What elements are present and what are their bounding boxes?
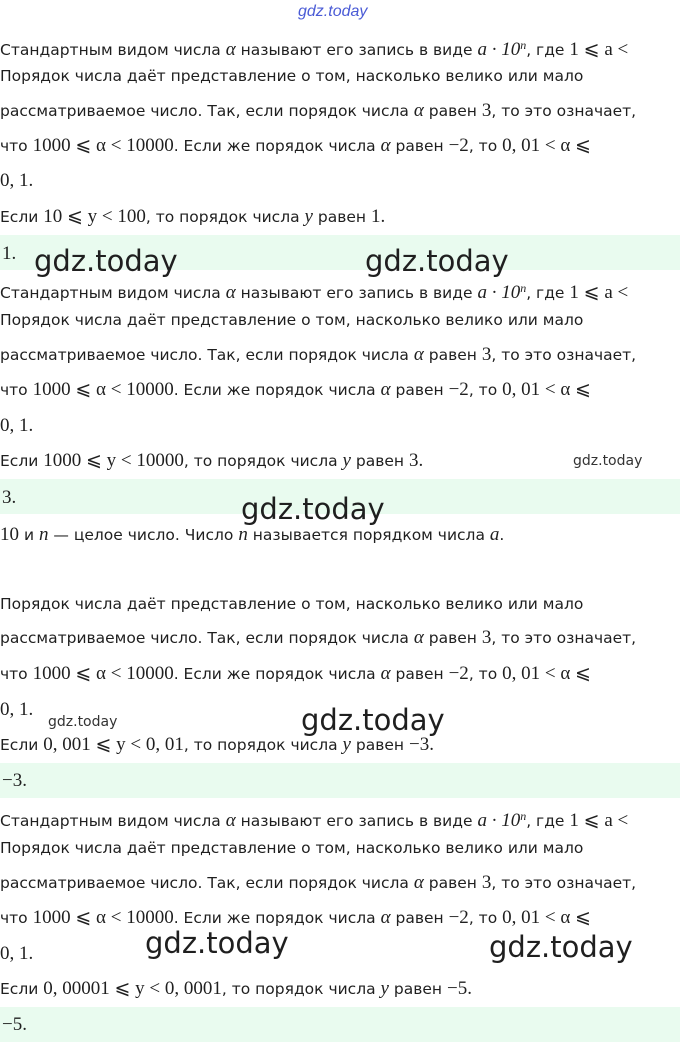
text-segment: называют его запись в виде (240, 284, 473, 303)
math-number: 3 (481, 344, 492, 365)
value-line: 0, 1. (0, 415, 34, 436)
math-number: −3. (409, 734, 434, 755)
math-symbol: α (380, 135, 391, 156)
math-number: −2 (448, 379, 469, 400)
text-segment: , где (526, 41, 565, 60)
text-segment: , то порядок числа (145, 208, 300, 226)
math-symbol: α (413, 627, 424, 648)
math-symbol: y (342, 734, 351, 755)
text-segment: рассматриваемое число. Так, если порядок числа (0, 102, 409, 120)
math-expression: 1 ⩽ a < (569, 39, 629, 61)
math-symbol: a (489, 524, 500, 545)
answer-band (0, 1007, 680, 1042)
definition-line (0, 276, 628, 305)
value-line: 0, 1. (0, 699, 34, 720)
text-segment: . Если же порядок числа (173, 137, 376, 155)
answer-value: −5. (2, 1014, 27, 1035)
text-segment: Стандартным видом числа (0, 812, 221, 831)
value-line: 0, 1. (0, 943, 34, 964)
math-symbol: α (225, 810, 236, 832)
math-symbol: α (225, 282, 236, 304)
math-expression: a · 10 (477, 39, 521, 61)
math-number: 3 (481, 872, 492, 893)
example-line (0, 449, 423, 473)
watermark-text: gdz.today (34, 244, 178, 278)
text-segment: и (23, 526, 35, 544)
order-line: Порядок числа даёт представление о том, насколько велико или мало (0, 311, 584, 329)
math-expression: 10 ⩽ y < 100 (43, 206, 146, 227)
math-symbol: y (380, 978, 389, 999)
math-symbol: α (413, 344, 424, 365)
text-segment: , то это означает, (491, 874, 637, 892)
text-segment: Если (0, 980, 39, 998)
range-line (0, 134, 591, 158)
watermark-text: gdz.today (48, 714, 118, 730)
text-segment: , то (468, 909, 498, 927)
text-segment: , то порядок числа (221, 980, 376, 998)
watermark-text: gdz.today (365, 244, 509, 278)
math-expression: 0, 00001 ⩽ y < 0, 0001 (43, 978, 222, 999)
answer-value: 3. (2, 487, 17, 508)
definition-line (0, 33, 628, 62)
answer-band (0, 763, 680, 798)
text-segment: равен (395, 909, 444, 927)
math-symbol: y (304, 206, 313, 227)
math-number: 3 (481, 100, 492, 121)
math-expression: 1000 ⩽ α < 10000 (32, 135, 174, 156)
math-number: −2 (448, 907, 469, 928)
watermark-text: gdz.today (145, 926, 289, 960)
math-expression: 1000 ⩽ y < 10000 (43, 450, 184, 471)
text-segment: Стандартным видом числа (0, 284, 221, 303)
text-segment: равен (355, 452, 405, 470)
math-symbol: α (380, 907, 391, 928)
math-expression: 0, 001 ⩽ y < 0, 01 (43, 734, 184, 755)
math-number: −2 (448, 663, 469, 684)
math-expression: 0, 01 < α ⩽ (502, 379, 591, 400)
math-symbol: α (413, 100, 424, 121)
text-segment: равен (395, 665, 444, 683)
text-segment: . Если же порядок числа (173, 665, 376, 683)
watermark-text: gdz.today (573, 453, 643, 469)
math-number: −2 (448, 135, 469, 156)
range-line (0, 378, 591, 402)
text-segment: равен (428, 346, 477, 364)
text-segment: . Если же порядок числа (173, 381, 376, 399)
example-line (0, 977, 472, 1001)
answer-value: −3. (2, 770, 27, 791)
text-segment: Если (0, 736, 39, 754)
consequence-line (0, 343, 636, 367)
math-expression: 1 ⩽ a < (569, 810, 629, 832)
math-symbol: α (413, 872, 424, 893)
text-segment: называется порядком числа (252, 526, 485, 544)
math-number: 3. (409, 450, 424, 471)
text-segment: рассматриваемое число. Так, если порядок числа (0, 629, 409, 647)
text-segment: рассматриваемое число. Так, если порядок числа (0, 346, 409, 364)
order-line: Порядок числа даёт представление о том, насколько велико или мало (0, 595, 584, 613)
text-segment: Если (0, 208, 39, 226)
range-line (0, 906, 591, 930)
math-expression: 1000 ⩽ α < 10000 (32, 663, 174, 684)
text-segment: равен (428, 629, 477, 647)
math-symbol: n (238, 524, 248, 545)
math-symbol: n (38, 524, 49, 545)
text-segment: рассматриваемое число. Так, если порядок числа (0, 874, 409, 892)
math-expression: a · 10 (477, 810, 521, 832)
answer-value: 1. (2, 243, 17, 264)
text-segment: , где (526, 812, 565, 831)
math-symbol: α (225, 39, 236, 61)
text-segment: , то это означает, (491, 102, 637, 120)
value-line: 0, 1. (0, 170, 34, 191)
text-segment: Если (0, 452, 39, 470)
text-segment: равен (395, 137, 444, 155)
consequence-line (0, 626, 636, 650)
text-segment: равен (393, 980, 443, 998)
math-expression: a · 10 (477, 282, 521, 304)
text-segment: равен (355, 736, 405, 754)
text-segment: , то (468, 665, 498, 683)
math-number: −5. (447, 978, 472, 999)
consequence-line (0, 871, 636, 895)
text-segment: что (0, 665, 28, 683)
text-segment: называют его запись в виде (240, 812, 473, 831)
math-exponent: n (520, 809, 527, 823)
order-line: Порядок числа даёт представление о том, насколько велико или мало (0, 839, 584, 857)
text-segment: , то это означает, (491, 346, 637, 364)
text-segment: что (0, 909, 28, 927)
definition-line (0, 804, 628, 833)
text-segment: равен (428, 102, 477, 120)
watermark-text: gdz.today (489, 930, 633, 964)
text-segment: , то порядок числа (183, 736, 338, 754)
text-segment: , то (468, 137, 498, 155)
watermark-text: gdz.today (301, 703, 445, 737)
math-symbol: α (380, 379, 391, 400)
math-exponent: n (520, 281, 527, 295)
math-number: 1. (371, 206, 386, 227)
text-segment: . (499, 526, 505, 544)
text-segment: . Если же порядок числа (173, 909, 376, 927)
math-symbol: α (380, 663, 391, 684)
text-segment: Стандартным видом числа (0, 41, 221, 60)
watermark-text: gdz.today (298, 3, 368, 20)
math-expression: 1 ⩽ a < (569, 282, 629, 304)
text-segment: , где (526, 284, 565, 303)
text-segment: равен (317, 208, 367, 226)
math-number: 3 (481, 627, 492, 648)
text-segment: — целое число. Число (53, 526, 234, 544)
math-exponent: n (520, 38, 527, 52)
math-symbol: y (342, 450, 351, 471)
math-expression: 1000 ⩽ α < 10000 (32, 379, 174, 400)
text-segment: что (0, 381, 28, 399)
example-line (0, 205, 385, 229)
text-segment: что (0, 137, 28, 155)
math-expression: 1000 ⩽ α < 10000 (32, 907, 174, 928)
math-number: 10 (0, 524, 19, 545)
example-line (0, 733, 434, 757)
order-line: Порядок числа даёт представление о том, насколько велико или мало (0, 67, 584, 85)
integer-line (0, 523, 504, 547)
text-segment: равен (395, 381, 444, 399)
text-segment: называют его запись в виде (240, 41, 473, 60)
range-line (0, 662, 591, 686)
text-segment: , то это означает, (491, 629, 637, 647)
text-segment: , то (468, 381, 498, 399)
math-expression: 0, 01 < α ⩽ (502, 663, 591, 684)
text-segment: равен (428, 874, 477, 892)
math-expression: 0, 01 < α ⩽ (502, 135, 591, 156)
watermark-text: gdz.today (241, 492, 385, 526)
text-segment: , то порядок числа (183, 452, 338, 470)
consequence-line (0, 99, 636, 123)
math-expression: 0, 01 < α ⩽ (502, 907, 591, 928)
